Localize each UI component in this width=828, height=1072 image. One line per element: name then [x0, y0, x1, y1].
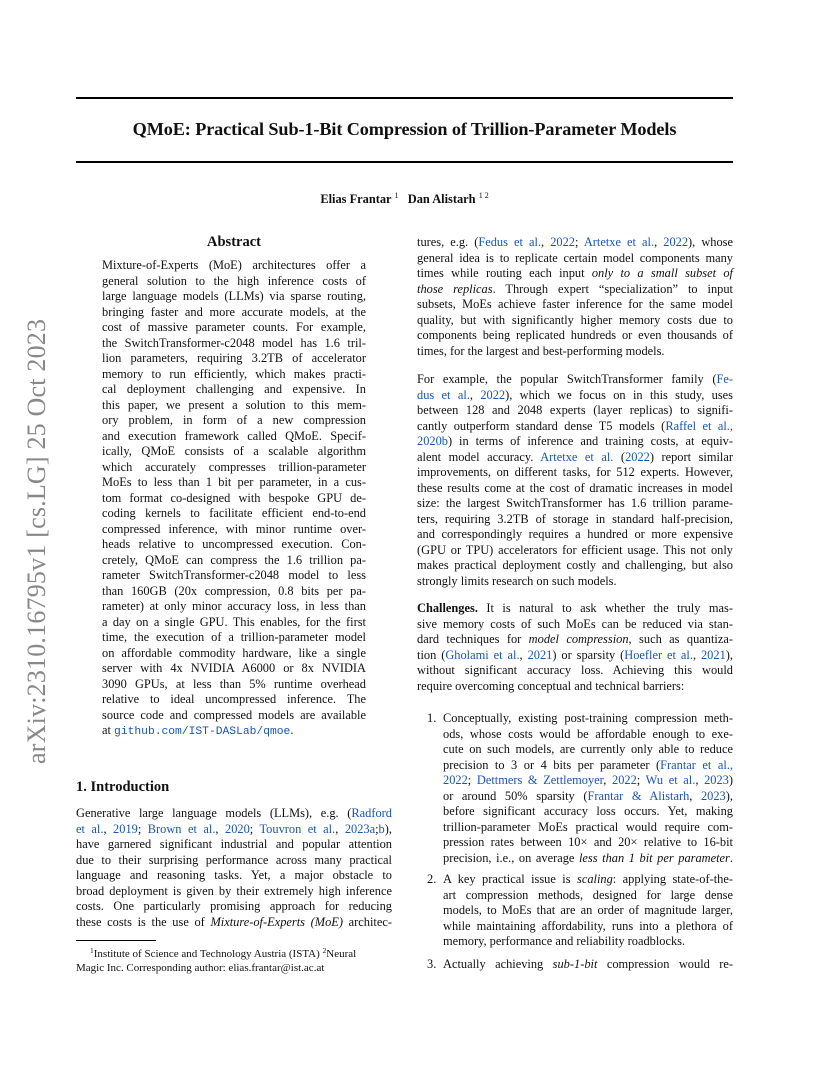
- right-column-para-2: [417, 372, 733, 589]
- body-line: tion (Gholami et al., 2021) or sparsity (Hoefler et al., 2021),: [417, 647, 733, 662]
- footnote-line: Magic Inc. Corresponding author: elias.frantar@ist.ac.at: [76, 962, 325, 974]
- body-line: sive memory costs of such MoEs can be reduced via stan-: [417, 616, 733, 631]
- list-line: models, to MoEs that are an order of magnitude larger,: [443, 903, 733, 917]
- citation-link[interactable]: Brown et al.: [147, 821, 216, 836]
- citation-link[interactable]: 2021: [527, 647, 553, 662]
- title-rule-bottom: [76, 161, 733, 163]
- abstract-line: [102, 723, 366, 741]
- abstract-line: and execution framework called QMoE. Specif-: [102, 428, 366, 443]
- citation-link[interactable]: Touvron et al.: [259, 821, 336, 836]
- body-line: alent model accuracy. Artetxe et al. (2022) report similar: [417, 449, 733, 464]
- list-number: 3.: [427, 957, 437, 971]
- abstract-line: coding kernels to facilitate efficient end-to-end: [102, 506, 366, 520]
- body-line: For example, the popular SwitchTransformer family (Fe-: [417, 372, 733, 386]
- citation-link[interactable]: 2022: [612, 773, 637, 787]
- abstract-line: memory to run efficiently, which makes practi-: [102, 366, 366, 381]
- citation-link[interactable]: 2020: [225, 821, 250, 836]
- body-line: size: the largest SwitchTransformer has 1.6 trillion parame-: [417, 496, 733, 510]
- abstract-line: server with 4x NVIDIA A6000 or 8x NVIDIA: [102, 661, 366, 675]
- abstract-line: large language models (LLMs) via sparse routing,: [102, 289, 366, 303]
- intro-line: broad deployment is given by their extremely high inference: [76, 883, 392, 898]
- list-number: 2.: [427, 872, 437, 886]
- introduction-body: [76, 806, 392, 930]
- abstract-line: which accurately compresses trillion-parameter: [102, 459, 366, 474]
- list-line: trillion-parameter MoEs practical would require com-: [443, 819, 733, 834]
- abstract-line: MoEs to less than 1 bit per parameter, in a cus-: [102, 475, 366, 489]
- citation-link[interactable]: 2023: [700, 788, 726, 803]
- footnote-rule: [76, 940, 156, 941]
- intro-line: due to their surprising performance across many practical: [76, 852, 392, 867]
- body-line: between 128 and 2048 experts (layer replicas) to signifi-: [417, 403, 733, 417]
- list-number: 1.: [427, 711, 437, 725]
- abstract-body: [102, 258, 366, 741]
- list-line: 2022; Dettmers & Zettlemoyer, 2022; Wu et al., 2023): [443, 773, 733, 787]
- abstract-line: than 160GB (20x compression, 0.8 bits per pa-: [102, 583, 366, 598]
- body-line: without significant accuracy loss. Achieving this would: [417, 663, 733, 677]
- citation-link[interactable]: 2019: [113, 821, 138, 836]
- abstract-line: the SwitchTransformer-c2048 model has 1.6 tril-: [102, 335, 366, 350]
- author-name: Elias Frantar: [320, 192, 392, 206]
- list-line: before significant accuracy loss occurs. Yet, making: [443, 804, 733, 818]
- body-line: dus et al., 2022), which we focus on in this study, uses: [417, 387, 733, 402]
- body-line: Challenges. It is natural to ask whether the truly mas-: [417, 601, 733, 615]
- body-line: these results come at the cost of dramatic increases in model: [417, 480, 733, 495]
- arxiv-identifier: arXiv:2310.16795v1 [cs.LG] 25 Oct 2023: [22, 318, 51, 764]
- citation-link[interactable]: 2023a: [344, 821, 376, 836]
- abstract-line: cal deployment challenging and expensive. In: [102, 382, 366, 396]
- abstract-line: Mixture-of-Experts (MoE) architectures offer a: [102, 258, 366, 272]
- paper-title: QMoE: Practical Sub-1-Bit Compression of Trillion-Parameter Models: [132, 119, 677, 139]
- paragraph-heading-challenges: Challenges.: [417, 601, 478, 615]
- list-line: memory, performance and reliability roadblocks.: [443, 934, 686, 948]
- list-line: precision, i.e., on average less than 1 bit per parameter.: [443, 850, 733, 865]
- abstract-line: heads relative to uncompressed execution. Con-: [102, 537, 366, 551]
- citation-link[interactable]: 2023: [704, 773, 729, 787]
- citation-link[interactable]: Raffel et al.,: [665, 418, 734, 433]
- abstract-text: .: [290, 723, 294, 737]
- citation-link[interactable]: 2020b: [417, 434, 448, 448]
- citation-link[interactable]: 2022: [625, 449, 650, 464]
- body-line: those replicas. Through expert “specialization” to input: [417, 281, 733, 296]
- abstract-line: tom format co-designed with bespoke GPU de-: [102, 490, 366, 505]
- list-line: or around 50% sparsity (Frantar & Alistarh, 2023),: [443, 788, 733, 803]
- citation-link[interactable]: Frantar & Alistarh: [587, 788, 690, 803]
- citation-link[interactable]: Artetxe et al.: [540, 449, 614, 464]
- citation-link[interactable]: 2022: [480, 387, 506, 402]
- citation-link[interactable]: Hoefler et al.: [624, 647, 693, 662]
- citation-link[interactable]: dus et al.: [417, 387, 470, 402]
- abstract-line: bringing faster and more accurate models, at the: [102, 304, 366, 319]
- body-line: 2020b) in terms of inference and training costs, at equiv-: [417, 434, 733, 448]
- abstract-line: rameter SwitchTransformer-c2048 model to less: [102, 568, 366, 582]
- abstract-line: ically, QMoE consists of a scalable algorithm: [102, 444, 366, 458]
- list-item-1: [443, 711, 733, 866]
- list-line: pression rates between 10× and 20× relative to 16-bit: [443, 835, 733, 849]
- body-line: tures, e.g. (Fedus et al., 2022; Artetxe et al., 2022), whose: [417, 235, 733, 249]
- body-line: strongly limits research on such models.: [417, 573, 617, 588]
- list-line: while maintaining affordability, runs into a plethora of: [443, 918, 733, 933]
- footnote-line: $^1$Institute of Science and Technology Austria (ISTA) $^2$Neural: [90, 946, 357, 960]
- intro-line: Generative large language models (LLMs), e.g. (Radford: [76, 806, 392, 820]
- list-line: A key practical issue is scaling: applying state-of-the-: [443, 872, 734, 886]
- abstract-line: this paper, we present a solution to this mem-: [102, 397, 366, 412]
- citation-link[interactable]: Frantar et al.,: [660, 757, 733, 772]
- citation-link[interactable]: Artetxe et al.: [583, 235, 655, 249]
- citation-link[interactable]: Gholami et al.: [445, 647, 520, 662]
- author-affiliation: 1: [394, 191, 399, 200]
- body-line: times, for the largest and best-performing models.: [417, 343, 665, 358]
- github-link[interactable]: github.com/IST-DASLab/qmoe: [114, 726, 291, 738]
- abstract-line: ory problem, in form of a new compression: [102, 413, 366, 427]
- citation-link[interactable]: b: [378, 821, 385, 836]
- abstract-line: source code and compressed models are available: [102, 707, 366, 722]
- abstract-line: 3090 GPUs, at less than 5% runtime overhead: [102, 676, 366, 691]
- citation-link[interactable]: Radford: [351, 806, 392, 820]
- abstract-line: time, the execution of a trillion-parameter model: [102, 630, 366, 644]
- citation-link[interactable]: 2021: [700, 647, 726, 662]
- citation-link[interactable]: 2022: [550, 235, 575, 249]
- intro-line: these costs is the use of Mixture-of-Experts (MoE) architec-: [76, 914, 392, 929]
- section-heading-introduction: 1. Introduction: [76, 779, 170, 795]
- list-line: precision to 3 or 4 bits per parameter (Frantar et al.,: [443, 757, 733, 772]
- citation-link[interactable]: Fe-: [716, 372, 733, 386]
- list-line: art compression methods, designed for large dense: [443, 887, 733, 902]
- abstract-line: a day on a single GPU. This enables, for the first: [102, 614, 366, 629]
- abstract-line: on affordable commodity hardware, like a single: [102, 645, 366, 660]
- body-line: require overcoming conceptual and technical barriers:: [417, 678, 685, 693]
- intro-line: et al., 2019; Brown et al., 2020; Touvron et al., 2023a;b),: [76, 821, 392, 836]
- abstract-line: cretely, QMoE can compress the 1.6 trillion pa-: [102, 552, 366, 567]
- body-line: and correspondingly requires a hundred or more expensive: [417, 527, 733, 541]
- citation-link[interactable]: Dettmers & Zettlemoyer: [476, 773, 604, 787]
- author-affiliation: 1 2: [478, 191, 489, 200]
- citation-link[interactable]: Wu et al.: [645, 773, 696, 787]
- abstract-line: cost of massive parameter counts. For example,: [102, 320, 366, 334]
- body-line: components being replicated hundreds or even thousands of: [417, 328, 733, 342]
- abstract-line: relative to ideal uncompressed inference. The: [102, 692, 366, 706]
- abstract-line: lion parameters, requiring 3.2TB of accelerator: [102, 351, 366, 365]
- body-line: cantly outperform standard dense T5 models (Raffel et al.,: [417, 418, 734, 433]
- body-line: times while routing each input only to a small subset of: [417, 266, 733, 280]
- list-line: Actually achieving sub-1-bit compression would re-: [443, 957, 733, 971]
- citation-link[interactable]: 2022: [663, 235, 689, 249]
- list-line: cute on such models, are currently only able to reduce: [443, 742, 733, 756]
- abstract-line: rameter) at only minor accuracy loss, in less than: [102, 599, 366, 613]
- body-line: dard techniques for model compression, such as quantiza-: [417, 632, 733, 646]
- title-rule-top: [76, 97, 733, 99]
- abstract-text: at: [102, 723, 115, 737]
- body-line: (GPU or TPU) accelerators for efficient usage. This not only: [417, 542, 733, 557]
- author-list: [76, 191, 733, 207]
- list-line: ods, whose costs would be affordable enough to exe-: [443, 726, 733, 741]
- body-line: makes practical deployment costly and challenging, but also: [417, 558, 733, 572]
- citation-link[interactable]: Fedus et al.: [478, 235, 542, 249]
- list-item-3: [443, 957, 733, 973]
- abstract-line: compressed inference, with minor runtime over-: [102, 521, 366, 536]
- list-item-2: [443, 872, 733, 950]
- list-line: Conceptually, existing post-training compression meth-: [443, 711, 733, 725]
- intro-line: have garnered significant industrial and popular attention: [76, 837, 392, 851]
- author-name: Dan Alistarh: [407, 192, 476, 206]
- body-line: ters, requiring 3.2TB of storage in standard half-precision,: [417, 511, 733, 526]
- abstract-heading: Abstract: [207, 234, 261, 250]
- body-line: quality, but with significantly higher memory costs due to: [417, 312, 733, 327]
- citation-link[interactable]: 2022: [443, 773, 468, 787]
- body-line: subsets, MoEs achieve faster inference for the same model: [417, 297, 733, 311]
- intro-line: costs. One particularly promising approach for reducing: [76, 899, 392, 913]
- citation-link[interactable]: et al.: [76, 821, 104, 836]
- affiliation-footnote: [76, 944, 394, 975]
- body-line: improvements, on different tasks, for 512 experts. However,: [417, 465, 733, 479]
- right-column-para-1: [417, 235, 733, 359]
- body-line: general idea is to replicate certain model components many: [417, 250, 733, 265]
- abstract-line: general solution to the high inference costs of: [102, 273, 366, 288]
- intro-line: language and reasoning tasks. Yet, a major obstacle to: [76, 868, 392, 882]
- right-column-para-3: [417, 601, 733, 694]
